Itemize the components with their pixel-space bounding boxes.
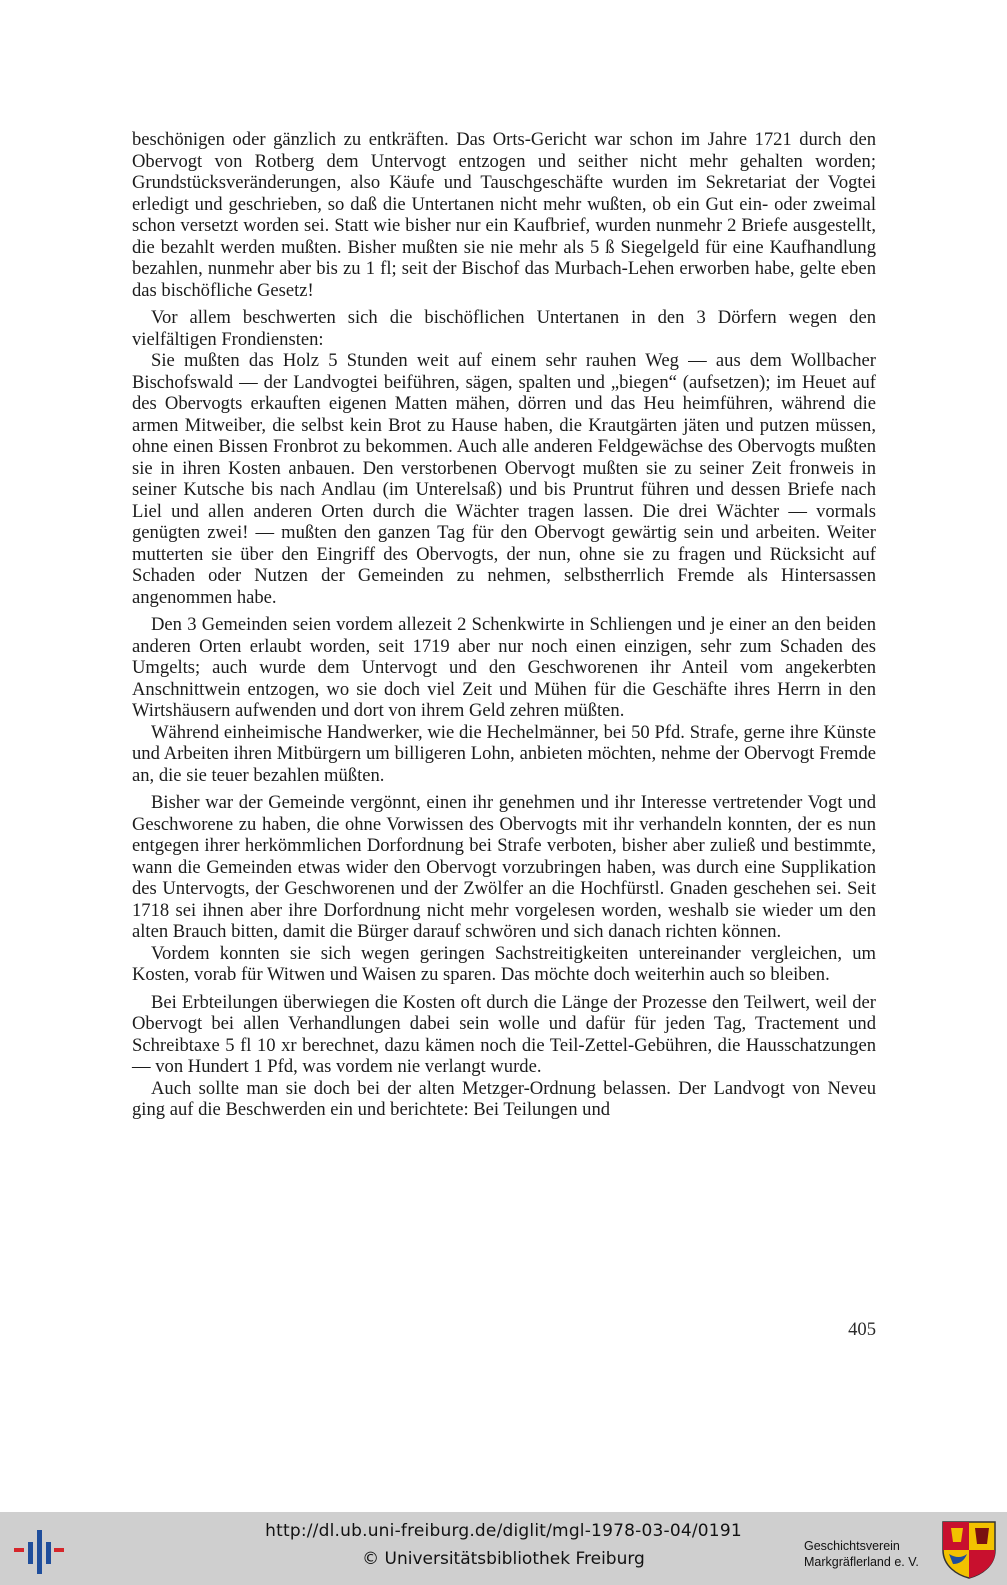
- society-name-line: Geschichtsverein: [804, 1539, 900, 1553]
- paragraph: Bei Erbteilungen überwiegen die Kosten oft durch die Länge der Prozesse den Teilwert, weil der Obervogt bei allen Verhandlungen dabei sein wolle und dafür für jeden Tag, Tractement und Schreibtaxe 5 fl 10 xr berechnet, dazu kämen noch die Teil-Zettel-Gebühren, die Hausschatzungen — von Hundert 1 Pfd, was vordem nie verlangt wurde.: [132, 991, 876, 1077]
- paragraph: Vor allem beschwerten sich die bischöflichen Untertanen in den 3 Dörfern wegen den vielfältigen Frondiensten:: [132, 307, 876, 350]
- paragraph: Sie mußten das Holz 5 Stunden weit auf einem sehr rauhen Weg — aus dem Wollbacher Bischofswald — der Landvogtei beiführen, sägen, spalten und „biegen“ (aufsetzen); im Heuet auf des Obervogts erkauften eigenen Matten mähen, dörren und das Heu heimführen, während die armen Mitweiber, die selbst kein Brot zu Hause haben, die Krautgärten jäten und putzen müssen, ohne einen Bissen Fronbrot zu bekommen. Auch alle anderen Feldgewächse des Obervogts mußten sie in ihren Kosten anbauen. Den verstorbenen Obervogt mußten sie zu seiner Zeit fronweis in seiner Kutsche bis nach Andlau (im Unterelsaß) und bis Pruntrut führen und dessen Briefe nach Liel und allen anderen Orten durch die Wächter tragen lassen. Die drei Wächter — vormals genügten zwei! — mußten den ganzen Tag für den Obervogt gewärtig sein und arbeiten. Weiter mutterten sie über den Eingriff des Obervogts, der nun, ohne sie zu fragen und Rücksicht auf Schaden oder Nutzen der Gemeinden zu nehmen, selbstherrlich Fremde als Hintersassen angenommen habe.: [132, 350, 876, 608]
- copyright-text: © Universitätsbibliothek Freiburg: [362, 1549, 645, 1569]
- paragraph: Auch sollte man sie doch bei der alten Metzger-Ordnung belassen. Der Landvogt von Neveu ging auf die Beschwerden ein und berichtete: Bei Teilungen und: [132, 1077, 876, 1120]
- document-url-link[interactable]: http://dl.ub.uni-freiburg.de/diglit/mgl-1978-03-04/0191: [265, 1521, 742, 1541]
- page-number: 405: [848, 1319, 876, 1340]
- society-name-line: Markgräflerland e. V.: [804, 1555, 919, 1569]
- coat-of-arms-icon[interactable]: [941, 1520, 997, 1580]
- paragraph: beschönigen oder gänzlich zu entkräften. Das Orts-Gericht war schon im Jahre 1721 durch den Obervogt von Rotberg dem Untervogt entzogen und seither nicht mehr gehalten worden; Grundstücksveränderungen, also Käufe und Tauschgeschäfte wurden im Sekretariat der Vogtei erledigt und geschrieben, so daß die Untertanen nicht mehr wußten, ob ein Gut ein- oder zweimal schon versetzt worden sei. Statt wie bisher nur ein Kaufbrief, wurden nunmehr 2 Briefe ausgestellt, die bezahlt werden mußten. Bisher mußten sie nie mehr als 5 ß Siegelgeld für eine Kaufhandlung bezahlen, nunmehr aber bis zu 1 fl; seit der Bischof das Murbach-Lehen erworben habe, gelte eben das bischöfliche Gesetz!: [132, 129, 876, 301]
- paragraph: Vordem konnten sie sich wegen geringen Sachstreitigkeiten untereinander vergleichen, um Kosten, vorab für Witwen und Waisen zu sparen. Das möchte doch weiterhin auch so bleiben.: [132, 942, 876, 985]
- footer-bar: [0, 1512, 1007, 1585]
- paragraph: Den 3 Gemeinden seien vordem allezeit 2 Schenkwirte in Schliengen und je einer an den beiden anderen Orten erlaubt worden, seit 1719 aber nur noch einen einzigen, sehr zum Schaden des Umgelts; auch wurde dem Untervogt und den Geschworenen ihr Anteil vom angekerbten Anschnittwein entzogen, wo sie doch viel Zeit und Mühen für die Geschäfte ihres Herrn in den Wirtshäusern aufwenden und dort von ihrem Geld zehren müßten.: [132, 614, 876, 721]
- paragraph: Während einheimische Handwerker, wie die Hechelmänner, bei 50 Pfd. Strafe, gerne ihre Künste und Arbeiten ihren Mitbürgern um billigeren Lohn, anbieten möchten, nehme der Obervogt Fremde an, die sie teuer bezahlen müßten.: [132, 721, 876, 786]
- body-text: [132, 129, 876, 1121]
- society-name: [804, 1538, 934, 1570]
- paragraph: Bisher war der Gemeinde vergönnt, einen ihr genehmen und ihr Interesse vertretender Vogt und Geschworene zu haben, die ohne Vorwissen des Obervogts mit ihr verhandeln konnten, der es nun entgegen ihrer herkömmlichen Dorfordnung bei Strafe verboten, bisher aber zuließ und bestimmte, wann die Gemeinden etwas wider den Obervogt vorzubringen haben, was durch eine Supplikation des Untervogts, der Geschworenen und der Zwölfer an die Hochfürstl. Gnaden geschehen sei. Seit 1718 sei ihnen aber ihre Dorfordnung nicht mehr vorgelesen worden, weshalb sie wieder um den alten Brauch bitten, damit die Bürger darauf schwören und sich danach richten können.: [132, 792, 876, 942]
